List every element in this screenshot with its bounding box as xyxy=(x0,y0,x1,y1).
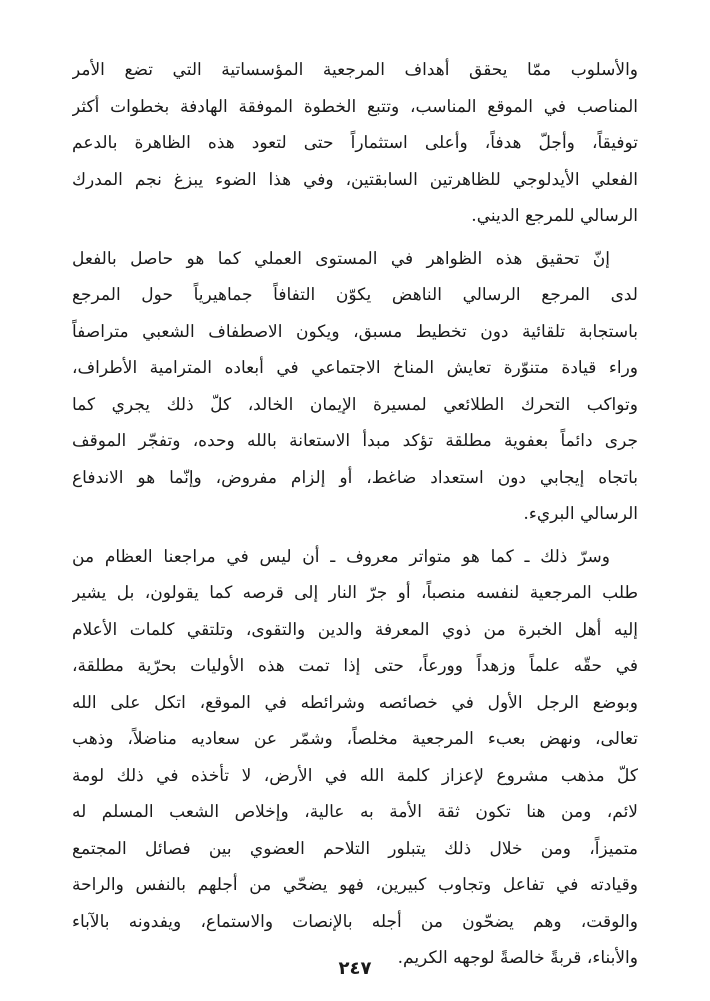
text-line: والأسلوب ممّا يحقق أهداف المرجعية المؤسساتية التي تضع الأمر xyxy=(72,60,638,80)
paragraph-2 xyxy=(72,241,638,533)
text-line: والأبناء، قربةً خالصةً لوجهه الكريم. xyxy=(397,948,638,968)
text-line: كلّ مذهب مشروع لإعزاز كلمة الله في الأرض، لا تأخذه في ذلك لومة xyxy=(72,765,638,786)
text-line: تعالى، ونهض بعبء المرجعية مخلصاً، وشمّر عن سعاديه مناضلاً، وذهب xyxy=(72,729,638,749)
text-line: وسرّ ذلك ـ كما هو متواتر معروف ـ أن ليس في مراجعنا العظام من xyxy=(72,546,610,567)
text-line: في حقّه علماً وزهداً وورعاً، حتى إذا تمت هذه الأوليات بحرّية مطلقة، xyxy=(72,656,638,676)
text-line: الفعلي الأيدلوجي للظاهرتين السابقتين، وفي هذا الضوء يبزغ نجم المدرك xyxy=(72,169,638,190)
text-line: وقيادته في تفاعل وتجاوب كبيرين، فهو يضحّي من أجلهم بالنفس والراحة xyxy=(72,875,638,895)
text-line: لدى المرجع الرسالي الناهض يكوّن التفافاً جماهيرياً حول المرجع xyxy=(72,285,638,305)
text-line: والوقت، وهم يضحّون من أجله بالإنصات والاستماع، ويفدونه بالآباء xyxy=(72,911,638,932)
text-line: إنّ تحقيق هذه الظواهر في المستوى العملي كما هو حاصل بالفعل xyxy=(72,248,610,269)
page-number: ٢٤٧ xyxy=(338,958,372,979)
text-line: إليه أهل الخبرة من ذوي المعرفة والدين والتقوى، وتلتقي كلمات الأعلام xyxy=(72,619,638,640)
text-line: الرسالي للمرجع الديني. xyxy=(471,206,638,226)
text-line: طلب المرجعية لنفسه منصباً، أو جرّ النار إلى قرصه كما يقولون، بل يشير xyxy=(72,583,638,603)
page-body xyxy=(72,52,638,977)
text-line: وراء قيادة متنوّرة تعايش المناخ الاجتماعي في أبعاده المترامية الأطراف، xyxy=(72,358,638,378)
paragraph-3 xyxy=(72,539,638,977)
text-line: وتواكب التحرك الطلائعي لمسيرة الإيمان الخالد، كلّ ذلك يجري كما xyxy=(72,394,638,415)
paragraph-1 xyxy=(72,52,638,235)
text-line: متميزاً، ومن خلال ذلك يتبلور التلاحم العضوي بين فصائل المجتمع xyxy=(72,838,638,859)
text-line: وبوضع الرجل الأول في خصائصه وشرائطه في الموقع، اتكل على الله xyxy=(72,692,638,713)
text-line: لائم، ومن هنا تكون ثقة الأمة به عالية، وإخلاص الشعب المسلم له xyxy=(72,802,638,822)
text-line: توفيقاً، وأجلّ هدفاً، وأعلى استثماراً حتى لتعود هذه الظاهرة بالدعم xyxy=(72,133,638,153)
text-line: الرسالي البريء. xyxy=(523,504,638,524)
text-line: المناصب في الموقع المناسب، وتتبع الخطوة الموفقة الهادفة بخطوات أكثر xyxy=(72,96,638,117)
text-line: باستجابة تلقائية دون تخطيط مسبق، ويكون الاصطفاف الشعبي متراصفاً xyxy=(72,321,638,342)
text-line: جرى دائماً بعفوية مطلقة تؤكد مبدأ الاستعانة بالله وحده، وتفجّر الموقف xyxy=(72,431,638,451)
text-line: باتجاه إيجابي دون استعداد ضاغط، أو إلزام مفروض، وإنّما هو الاندفاع xyxy=(72,467,638,488)
